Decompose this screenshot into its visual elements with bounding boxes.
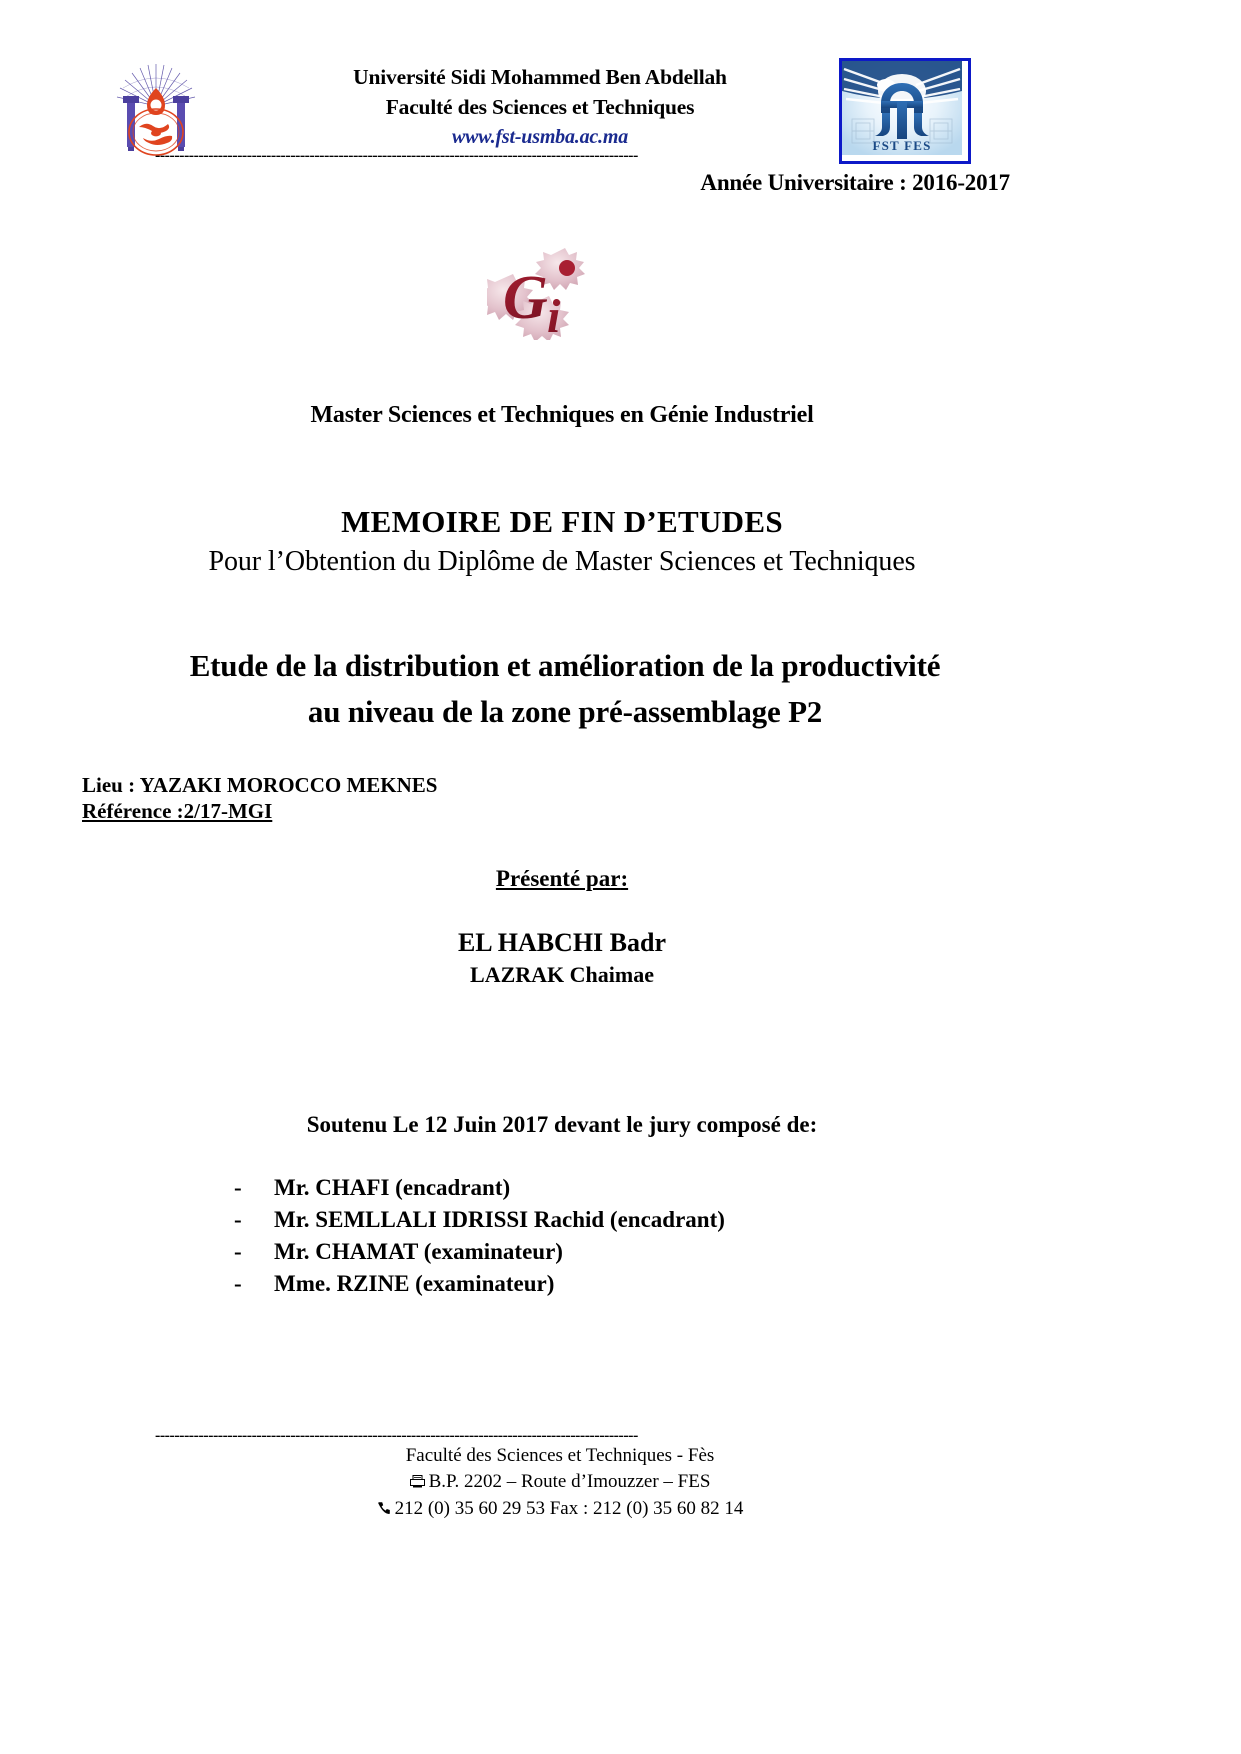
placement-info [82,772,437,824]
list-item [234,1236,934,1268]
list-item [234,1204,934,1236]
jury-bullet: - [234,1271,242,1296]
svg-text:i: i [547,290,561,340]
jury-member-name: Mr. CHAMAT (examinateur) [274,1239,563,1264]
list-item [234,1268,934,1300]
header-divider: ---------------------------------------------------------------------------------------------------- [155,147,638,164]
jury-list [234,1172,934,1300]
footer-address-line [0,1469,1120,1496]
footer-contact-line [0,1496,1120,1523]
document-footer [0,1443,1120,1523]
footer-contact-text: 212 (0) 35 60 29 53 Fax : 212 (0) 35 60 82 14 [394,1498,744,1519]
academic-year: Année Universitaire : 2016-2017 [700,170,1010,195]
svg-text:G: G [503,264,548,332]
program-name: Master Sciences et Techniques en Génie Industriel [310,402,814,428]
genie-industriel-logo [487,240,597,340]
lieu-line [82,772,437,798]
document-purpose: Pour l’Obtention du Diplôme de Master Sciences et Techniques [208,546,916,577]
faculty-name: Faculté des Sciences et Techniques [385,95,695,119]
header-institution-block [240,62,840,153]
university-seal-logo [103,54,209,162]
reference-line: Référence :2/17-MGI [82,799,273,823]
presented-by-colon: : [620,866,629,891]
lieu-value: YAZAKI MOROCCO MEKNES [139,773,438,797]
footer-institution: Faculté des Sciences et Techniques - Fès [405,1445,715,1466]
svg-text:FST FES: FST FES [872,138,932,153]
thesis-title-line-2: au niveau de la zone pré-assemblage P2 [307,694,823,729]
thesis-title-line-1: Etude de la distribution et amélioration de la productivité [189,648,941,683]
jury-member-name: Mr. CHAFI (encadrant) [274,1175,511,1200]
author-secondary: LAZRAK Chaimae [470,962,654,987]
author-primary: EL HABCHI Badr [457,928,667,957]
faculty-website[interactable]: www.fst-usmba.ac.ma [451,126,629,148]
university-name: Université Sidi Mohammed Ben Abdellah [353,65,727,89]
jury-bullet: - [234,1207,242,1232]
presented-by-label [0,866,1124,892]
defense-statement: Soutenu Le 12 Juin 2017 devant le jury composé de: [306,1112,818,1137]
list-item [234,1172,934,1204]
thesis-title [60,643,1070,735]
lieu-label: Lieu : [82,773,140,797]
telephone-icon [377,1497,391,1523]
footer-address-text: B.P. 2202 – Route d’Imouzzer – FES [428,1471,711,1492]
jury-member-name: Mme. RZINE (examinateur) [274,1271,555,1296]
jury-member-name: Mr. SEMLLALI IDRISSI Rachid (encadrant) [274,1207,725,1232]
jury-bullet: - [234,1239,242,1264]
document-type-title: MEMOIRE DE FIN D’ETUDES [341,504,783,539]
footer-divider: ---------------------------------------------------------------------------------------------------- [155,1427,638,1444]
jury-bullet: - [234,1175,242,1200]
presented-by-text: Présenté par [495,866,621,891]
fax-icon [410,1470,425,1496]
